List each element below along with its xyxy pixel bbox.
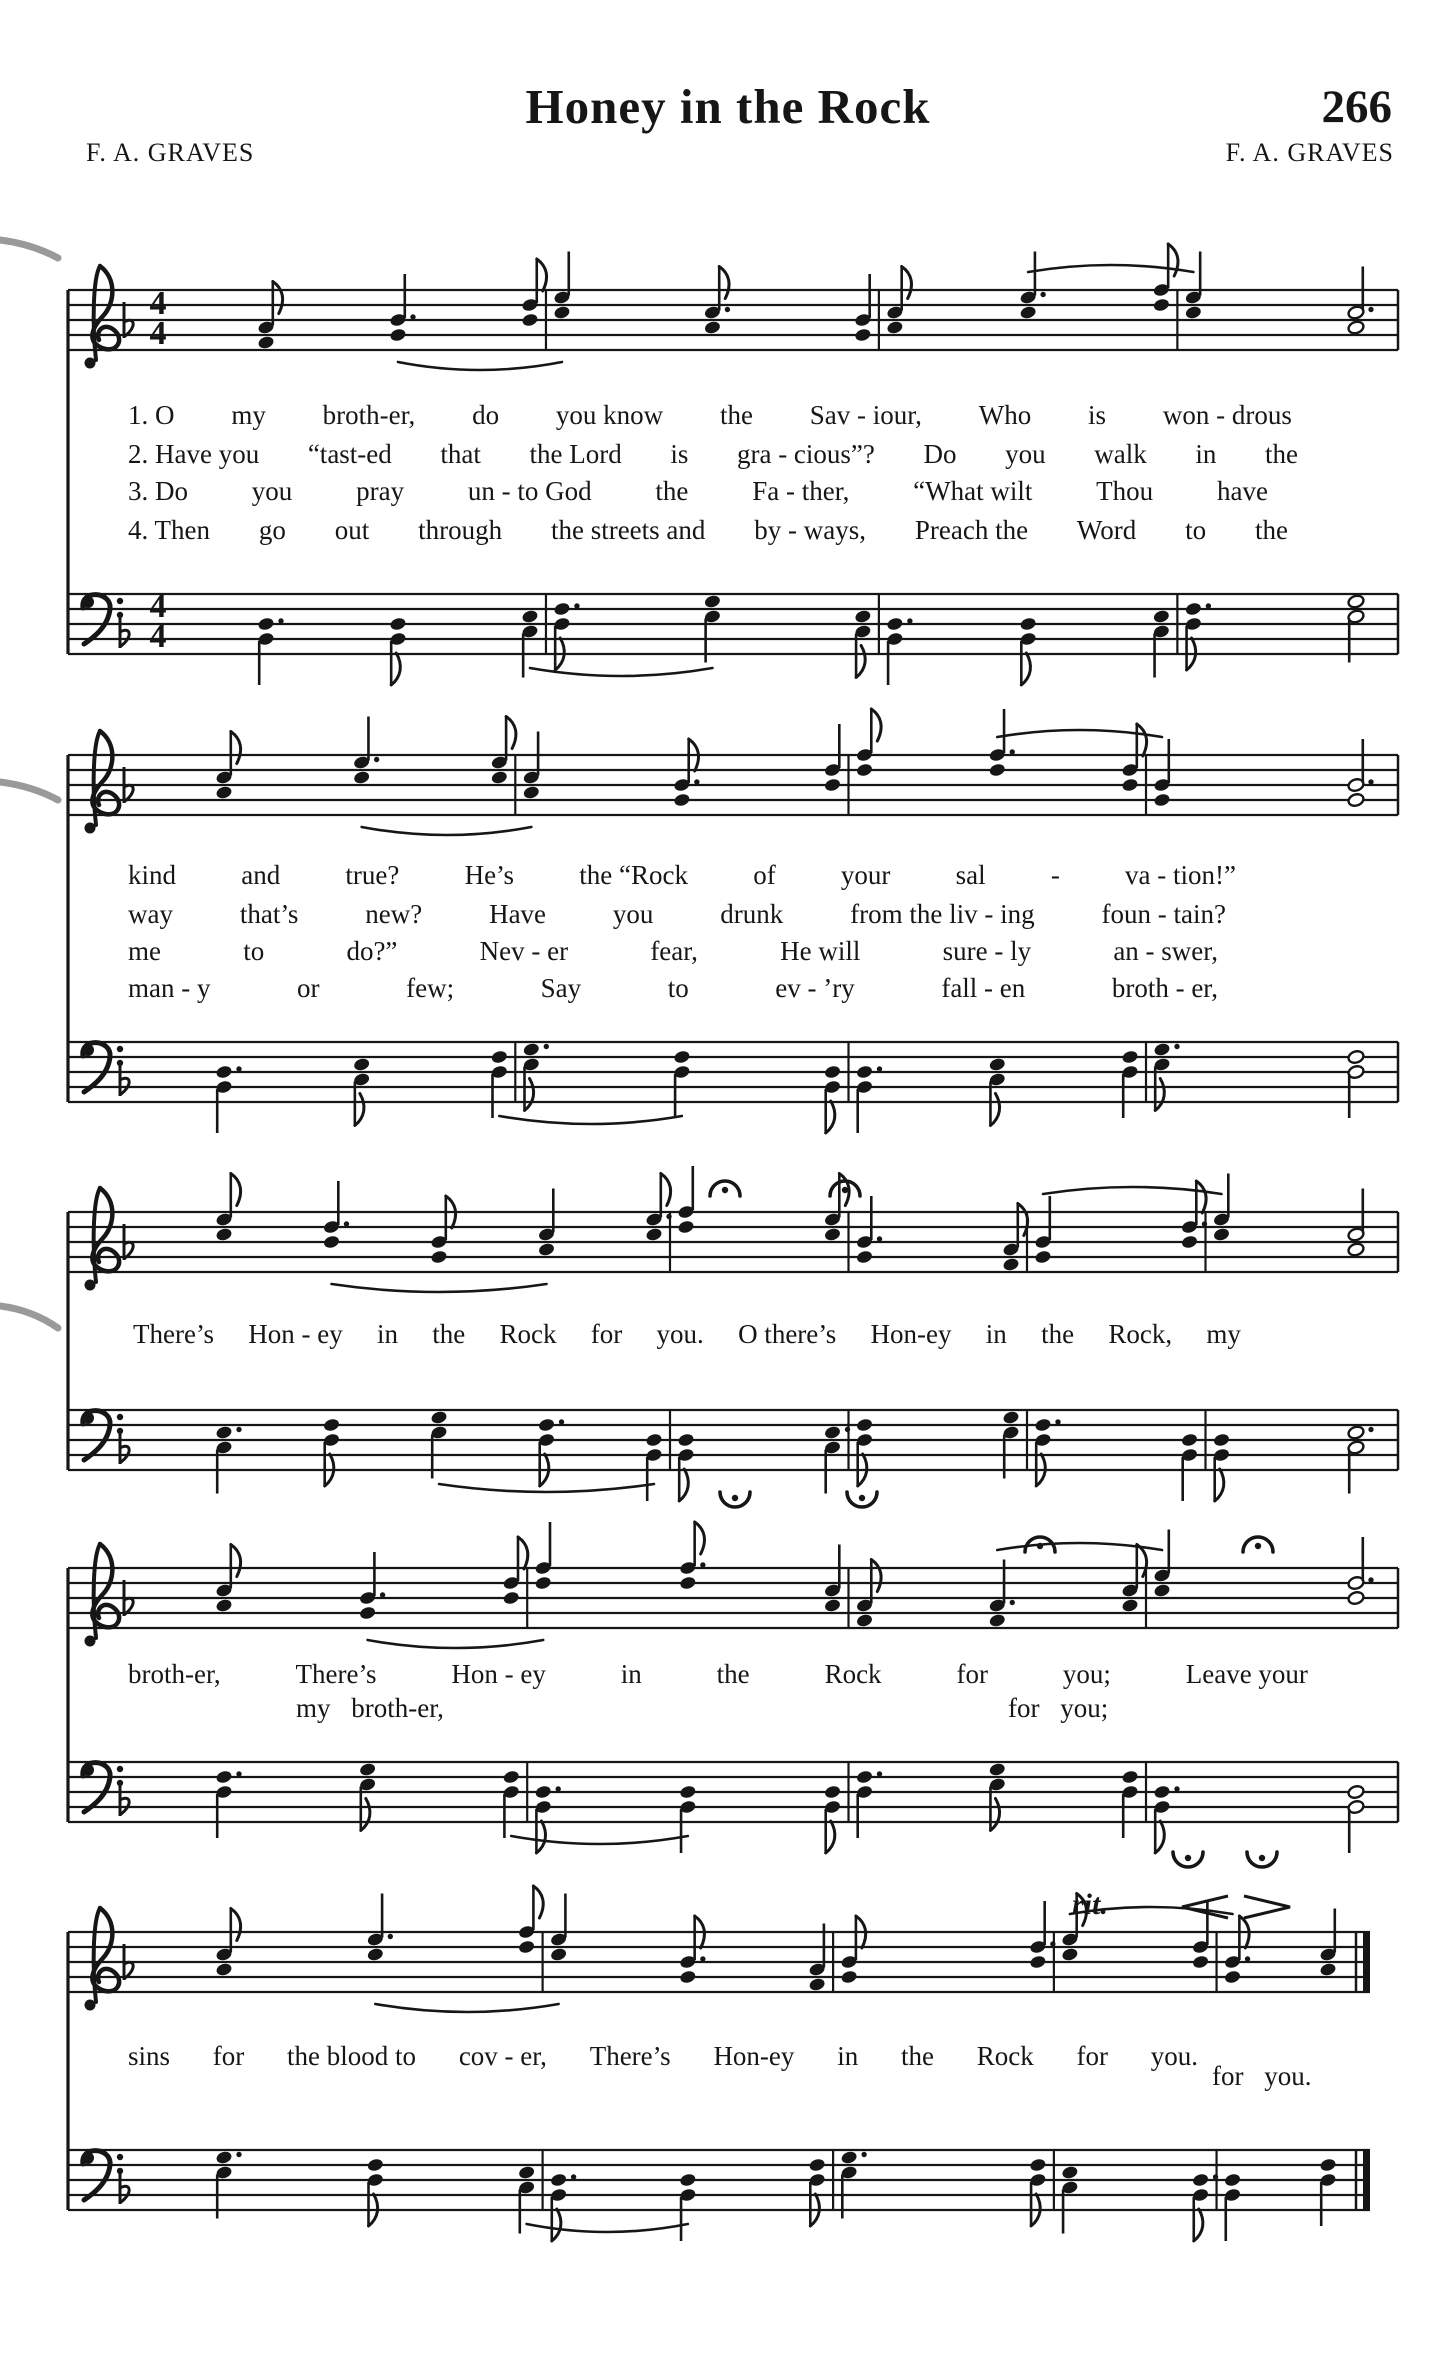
lyric-word: “tast-ed <box>307 439 392 469</box>
lyric-word: is <box>670 439 689 469</box>
lyric-word: the <box>716 1659 750 1689</box>
lyric-word: Preach the <box>914 515 1029 545</box>
lyric-word: sal <box>955 860 986 890</box>
time-signature-bottom-treble: 4 <box>149 315 167 352</box>
lyric-word: pray <box>356 476 405 506</box>
lyric-echo-left: my broth-er, <box>296 1693 444 1723</box>
lyric-word: won - drous <box>1162 400 1292 430</box>
lyric-word: Hon-ey <box>713 2041 795 2071</box>
lyric-word: broth-er, <box>128 1659 221 1689</box>
flat-sign-icon <box>124 1580 133 1616</box>
lyric-word: by - ways, <box>754 515 866 545</box>
lyric-word: sins <box>128 2041 171 2071</box>
page-curl-mark <box>0 240 58 258</box>
flat-sign-icon <box>124 1944 133 1980</box>
time-signature-top-treble: 4 <box>149 285 167 322</box>
lyric-word: man - y <box>128 973 211 1003</box>
lyric-word: broth-er, <box>322 400 416 430</box>
treble-clef-icon <box>85 266 120 369</box>
fermata-icon <box>1173 1852 1203 1867</box>
lyric-word: do?” <box>346 936 398 966</box>
lyric-word: ev - ’ry <box>775 973 855 1003</box>
page-curl-mark <box>0 1306 58 1328</box>
lyric-word: Thou <box>1096 476 1154 506</box>
lyric-word: for <box>1076 2041 1108 2071</box>
lyric-word: to <box>1185 515 1207 545</box>
fermata-icon <box>1243 1537 1273 1552</box>
lyric-word: the <box>900 2041 934 2071</box>
lyric-word: through <box>418 515 503 545</box>
lyric-word: you <box>612 899 654 929</box>
lyric-word: the streets and <box>550 515 706 545</box>
lyric-word: you. <box>1150 2041 1198 2071</box>
lyric-word: He will <box>780 936 861 966</box>
treble-clef-icon <box>85 1188 120 1291</box>
lyric-word: have <box>1216 476 1268 506</box>
lyric-word: that’s <box>239 899 299 929</box>
lyric-word: the blood to <box>287 2041 417 2071</box>
lyric-word: 3. Do <box>128 476 188 506</box>
treble-clef-icon <box>85 731 120 834</box>
page-title: Honey in the Rock <box>525 79 931 134</box>
lyric-word: my <box>1206 1319 1241 1349</box>
lyric-word: - <box>1050 860 1060 890</box>
lyric-word: There’s <box>295 1659 377 1689</box>
lyric-word: for <box>590 1319 623 1349</box>
lyric-word: the <box>655 476 689 506</box>
lyric-word: Fa - ther, <box>752 476 850 506</box>
lyric-word: un - to God <box>467 476 592 506</box>
bass-clef-icon <box>82 1763 123 1812</box>
lyric-word: va - tion!” <box>1125 860 1236 890</box>
lyric-line-verse1 <box>128 401 1292 431</box>
lyric-word: out <box>334 515 370 545</box>
lyric-word: gra - cious”? <box>736 439 875 469</box>
lyric-word: drunk <box>720 899 784 929</box>
flat-sign-icon <box>120 1780 129 1816</box>
time-signature-top-bass: 4 <box>149 588 167 625</box>
lyric-line-verse4 <box>128 516 1288 546</box>
bass-clef-icon <box>82 1411 123 1460</box>
lyric-word: 2. Have you <box>128 439 260 469</box>
lyric-word: true? <box>345 860 400 890</box>
time-signature-bottom-bass: 4 <box>149 618 167 655</box>
lyric-word: fear, <box>650 936 698 966</box>
lyric-word: the <box>1264 439 1298 469</box>
lyric-word: to <box>243 936 265 966</box>
lyric-word: you know <box>555 400 664 430</box>
lyric-word: Leave your <box>1185 1659 1308 1689</box>
treble-clef-icon <box>85 1544 120 1647</box>
lyric-word: “What wilt <box>913 476 1033 506</box>
fermata-icon <box>710 1181 740 1196</box>
lyric-word: of <box>753 860 776 890</box>
lyric-word: Do <box>923 439 957 469</box>
lyric-line-verse4b <box>128 974 1218 1004</box>
lyric-line-chorus1 <box>133 1320 1241 1350</box>
lyric-word: Who <box>978 400 1032 430</box>
lyric-word: an - swer, <box>1113 936 1218 966</box>
bass-clef-icon <box>82 1043 123 1092</box>
composer-name-right: F. A. GRAVES <box>1225 138 1394 167</box>
author-name-left: F. A. GRAVES <box>86 138 255 167</box>
lyric-word: the Lord <box>529 439 622 469</box>
lyric-word: Hon - ey <box>248 1319 343 1349</box>
flat-sign-icon <box>120 612 129 648</box>
fermata-icon <box>1247 1852 1277 1867</box>
lyric-word: is <box>1088 400 1107 430</box>
lyric-word: the <box>719 400 753 430</box>
lyric-word: Rock <box>824 1659 882 1689</box>
crescendo-decrescendo-icon <box>1178 1893 1328 1926</box>
lyric-line-chorus3 <box>128 2042 1198 2072</box>
lyric-word: fall - en <box>941 973 1026 1003</box>
fermata-icon <box>720 1492 750 1507</box>
lyric-line-chorus2 <box>128 1660 1308 1690</box>
lyric-word: and <box>241 860 281 890</box>
staff-system <box>68 1522 1398 1867</box>
lyric-word: for <box>956 1659 988 1689</box>
lyric-line-verse2 <box>128 440 1298 470</box>
fermata-icon <box>847 1492 877 1507</box>
lyric-word: Have <box>489 899 547 929</box>
lyric-word: There’s <box>133 1319 214 1349</box>
lyric-word: new? <box>365 899 423 929</box>
lyric-word: in <box>620 1659 642 1689</box>
lyric-word: for <box>212 2041 245 2071</box>
lyric-word: you. <box>656 1319 704 1349</box>
lyric-word: He’s <box>464 860 515 890</box>
flat-sign-icon <box>124 1224 133 1260</box>
lyric-word: Hon-ey <box>870 1319 952 1349</box>
lyric-word: my <box>231 400 266 430</box>
lyric-word: or <box>297 973 320 1003</box>
lyric-word: in <box>985 1319 1007 1349</box>
lyric-word: Nev - er <box>479 936 569 966</box>
lyric-word: you <box>1005 439 1046 469</box>
lyric-word: Say <box>540 973 582 1003</box>
lyric-word: that <box>440 439 481 469</box>
flat-sign-icon <box>120 1060 129 1096</box>
lyric-word: the “Rock <box>579 860 688 890</box>
lyric-word: There’s <box>589 2041 671 2071</box>
lyric-line-verse3b <box>128 937 1218 967</box>
rit-marking: rit. <box>1072 1888 1108 1921</box>
lyric-word: 4. Then <box>128 515 210 545</box>
lyric-word: Rock <box>499 1319 557 1349</box>
lyric-line-verse3 <box>128 477 1268 507</box>
lyric-word: Word <box>1076 515 1137 545</box>
lyric-word: sure - ly <box>942 936 1032 966</box>
fermata-icon <box>830 1181 860 1196</box>
lyric-word: the <box>432 1319 466 1349</box>
lyric-word: broth - er, <box>1111 973 1218 1003</box>
treble-clef-icon <box>85 1908 120 2011</box>
lyric-word: cov - er, <box>458 2041 547 2071</box>
bass-clef-icon <box>82 595 123 644</box>
lyric-word: walk <box>1094 439 1147 469</box>
flat-sign-icon <box>124 302 133 338</box>
lyric-echo-right: for you; <box>1008 1693 1109 1723</box>
lyric-word: me <box>128 936 161 966</box>
lyric-word: to <box>667 973 689 1003</box>
flat-sign-icon <box>120 2168 129 2204</box>
lyric-tail: for you. <box>1212 2061 1312 2091</box>
lyric-word: few; <box>406 973 455 1003</box>
bass-clef-icon <box>82 2151 123 2200</box>
lyric-word: your <box>840 860 891 890</box>
lyric-word: in <box>376 1319 398 1349</box>
lyric-word: Hon - ey <box>451 1659 546 1689</box>
page-curl-mark <box>0 782 58 800</box>
lyric-word: you <box>251 476 293 506</box>
lyric-word: O there’s <box>738 1319 837 1349</box>
flat-sign-icon <box>124 767 133 803</box>
lyric-line-verse1b <box>128 861 1236 891</box>
lyric-word: in <box>1195 439 1217 469</box>
lyric-word: Sav - iour, <box>809 400 922 430</box>
lyric-line-verse2b <box>128 900 1226 930</box>
lyric-word: in <box>837 2041 859 2071</box>
lyric-word: foun - tain? <box>1101 899 1226 929</box>
lyric-word: kind <box>128 860 177 890</box>
hymn-number: 266 <box>1321 81 1392 133</box>
flat-sign-icon <box>120 1428 129 1464</box>
lyric-word: you; <box>1062 1659 1111 1689</box>
lyric-word: way <box>128 899 173 929</box>
lyric-word: Rock <box>976 2041 1034 2071</box>
lyric-word: from the liv - ing <box>850 899 1035 929</box>
lyric-word: the <box>1041 1319 1075 1349</box>
lyric-word: 1. O <box>128 400 175 430</box>
lyric-word: Rock, <box>1108 1319 1173 1349</box>
lyric-word: the <box>1254 515 1288 545</box>
lyric-word: do <box>472 400 500 430</box>
lyric-word: go <box>258 515 286 545</box>
